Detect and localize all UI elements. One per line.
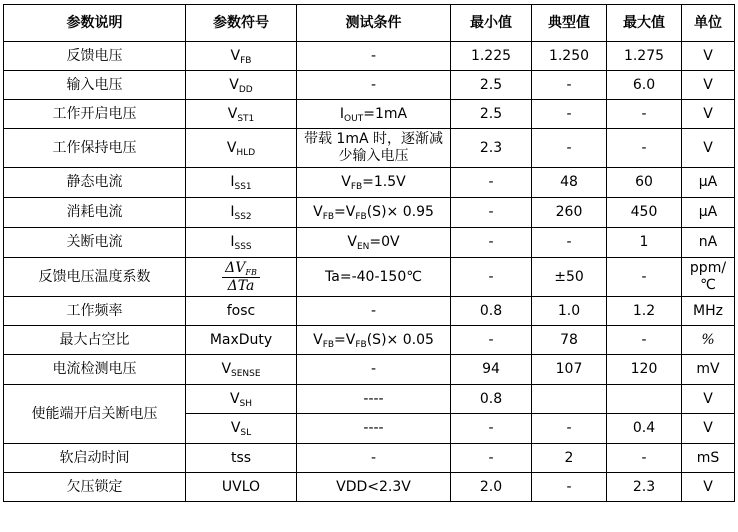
max-cell: 6.0 [607, 71, 682, 100]
unit-cell: μA [682, 198, 735, 228]
param-cell: 欠压锁定 [4, 473, 186, 502]
max-cell: 450 [607, 198, 682, 228]
typ-cell: - [532, 228, 607, 258]
param-cell: 使能端开启关断电压 [4, 385, 186, 444]
param-cell: 消耗电流 [4, 198, 186, 228]
min-cell: - [451, 326, 532, 355]
symbol-cell: $V_{SENSE}$ [186, 355, 297, 385]
param-cell: 工作保持电压 [4, 129, 186, 168]
unit-cell: nA [682, 228, 735, 258]
min-cell: 1.225 [451, 42, 532, 71]
param-cell: 工作开启电压 [4, 100, 186, 129]
condition-cell: $V_{EN}=0V$ [297, 228, 451, 258]
min-cell: - [451, 168, 532, 198]
condition-cell: Ta=-40-150℃ [297, 258, 451, 297]
min-cell: - [451, 444, 532, 473]
table-header-row [4, 5, 735, 42]
table-row [4, 42, 735, 71]
min-cell: 2.3 [451, 129, 532, 168]
symbol-cell: $V_{SH}$ [186, 385, 297, 414]
typ-cell: - [532, 473, 607, 502]
param-cell: 输入电压 [4, 71, 186, 100]
symbol-cell: UVLO [186, 473, 297, 502]
param-cell: 软启动时间 [4, 444, 186, 473]
max-cell: 1.275 [607, 42, 682, 71]
max-cell: 0.4 [607, 414, 682, 444]
max-cell: - [607, 326, 682, 355]
symbol-cell [186, 258, 297, 297]
symbol-cell: fosc [186, 297, 297, 326]
param-cell: 静态电流 [4, 168, 186, 198]
header-max: 最大值 [607, 5, 682, 42]
unit-cell: mV [682, 355, 735, 385]
unit-cell: V [682, 42, 735, 71]
symbol-cell: MaxDuty [186, 326, 297, 355]
unit-cell: V [682, 100, 735, 129]
table-row [4, 129, 735, 168]
unit-cell: V [682, 473, 735, 502]
min-cell: 2.5 [451, 100, 532, 129]
typ-cell: 107 [532, 355, 607, 385]
table-row [4, 473, 735, 502]
symbol-cell: $V_{SL}$ [186, 414, 297, 444]
condition-cell: - [297, 297, 451, 326]
condition-cell: ---- [297, 385, 451, 414]
header-symbol: 参数符号 [186, 5, 297, 42]
unit-cell: MHz [682, 297, 735, 326]
symbol-cell: tss [186, 444, 297, 473]
typ-cell: ±50 [532, 258, 607, 297]
unit-cell: % [682, 326, 735, 355]
param-cell: 反馈电压 [4, 42, 186, 71]
typ-cell: 1.250 [532, 42, 607, 71]
typ-cell [532, 385, 607, 414]
header-min: 最小值 [451, 5, 532, 42]
param-cell: 关断电流 [4, 228, 186, 258]
max-cell: 120 [607, 355, 682, 385]
unit-cell: V [682, 385, 735, 414]
min-cell: 0.8 [451, 385, 532, 414]
unit-cell: V [682, 71, 735, 100]
unit-cell: μA [682, 168, 735, 198]
max-cell: 2.3 [607, 473, 682, 502]
max-cell: - [607, 129, 682, 168]
condition-cell: $V_{FB}=V_{FB}(S)\times 0.05$ [297, 326, 451, 355]
header-condition: 测试条件 [297, 5, 451, 42]
condition-cell: - [297, 355, 451, 385]
condition-cell: - [297, 42, 451, 71]
symbol-cell: $I_{SS1}$ [186, 168, 297, 198]
condition-cell: - [297, 444, 451, 473]
typ-cell: - [532, 100, 607, 129]
min-cell: - [451, 228, 532, 258]
table-row [4, 168, 735, 198]
table-row [4, 444, 735, 473]
unit-cell: mS [682, 444, 735, 473]
symbol-cell: $V_{HLD}$ [186, 129, 297, 168]
condition-cell: ---- [297, 414, 451, 444]
max-cell: 1.2 [607, 297, 682, 326]
header-unit: 单位 [682, 5, 735, 42]
table-row [4, 385, 735, 414]
max-cell: 1 [607, 228, 682, 258]
table-row [4, 326, 735, 355]
unit-cell: V [682, 414, 735, 444]
min-cell: 2.0 [451, 473, 532, 502]
min-cell: - [451, 258, 532, 297]
max-cell [607, 385, 682, 414]
typ-cell: 48 [532, 168, 607, 198]
delta-fraction: $\frac{\Delta V_{FB}}{\text{ΔTa}}$ [222, 261, 260, 294]
header-param: 参数说明 [4, 5, 186, 42]
condition-cell: - [297, 71, 451, 100]
min-cell: 94 [451, 355, 532, 385]
table-row [4, 100, 735, 129]
max-cell: - [607, 258, 682, 297]
symbol-cell: $V_{DD}$ [186, 71, 297, 100]
param-cell: 反馈电压温度系数 [4, 258, 186, 297]
table-row [4, 297, 735, 326]
min-cell: 2.5 [451, 71, 532, 100]
header-typ: 典型值 [532, 5, 607, 42]
symbol-cell: $V_{ST1}$ [186, 100, 297, 129]
max-cell: 60 [607, 168, 682, 198]
table-row [4, 355, 735, 385]
param-cell: 工作频率 [4, 297, 186, 326]
table-row [4, 228, 735, 258]
min-cell: 0.8 [451, 297, 532, 326]
typ-cell: 78 [532, 326, 607, 355]
symbol-cell: $V_{FB}$ [186, 42, 297, 71]
table-row [4, 71, 735, 100]
typ-cell: 2 [532, 444, 607, 473]
param-cell: 电流检测电压 [4, 355, 186, 385]
typ-cell: - [532, 71, 607, 100]
spec-table [3, 4, 735, 502]
condition-cell: 带载 1mA 时，逐渐减少输入电压 [297, 129, 451, 168]
symbol-cell: $I_{SS2}$ [186, 198, 297, 228]
min-cell: - [451, 198, 532, 228]
typ-cell: - [532, 414, 607, 444]
condition-cell: $I_{OUT}=1mA$ [297, 100, 451, 129]
min-cell: - [451, 414, 532, 444]
typ-cell: 260 [532, 198, 607, 228]
unit-cell: ppm/℃ [682, 258, 735, 297]
table-row [4, 198, 735, 228]
condition-cell: $V_{FB}=V_{FB}(S)\times 0.95$ [297, 198, 451, 228]
max-cell: - [607, 444, 682, 473]
unit-cell: V [682, 129, 735, 168]
symbol-cell: $I_{SSS}$ [186, 228, 297, 258]
typ-cell: 1.0 [532, 297, 607, 326]
param-cell: 最大占空比 [4, 326, 186, 355]
max-cell: - [607, 100, 682, 129]
condition-cell: $V_{FB}=1.5V$ [297, 168, 451, 198]
typ-cell: - [532, 129, 607, 168]
condition-cell: VDD<2.3V [297, 473, 451, 502]
table-row [4, 258, 735, 297]
